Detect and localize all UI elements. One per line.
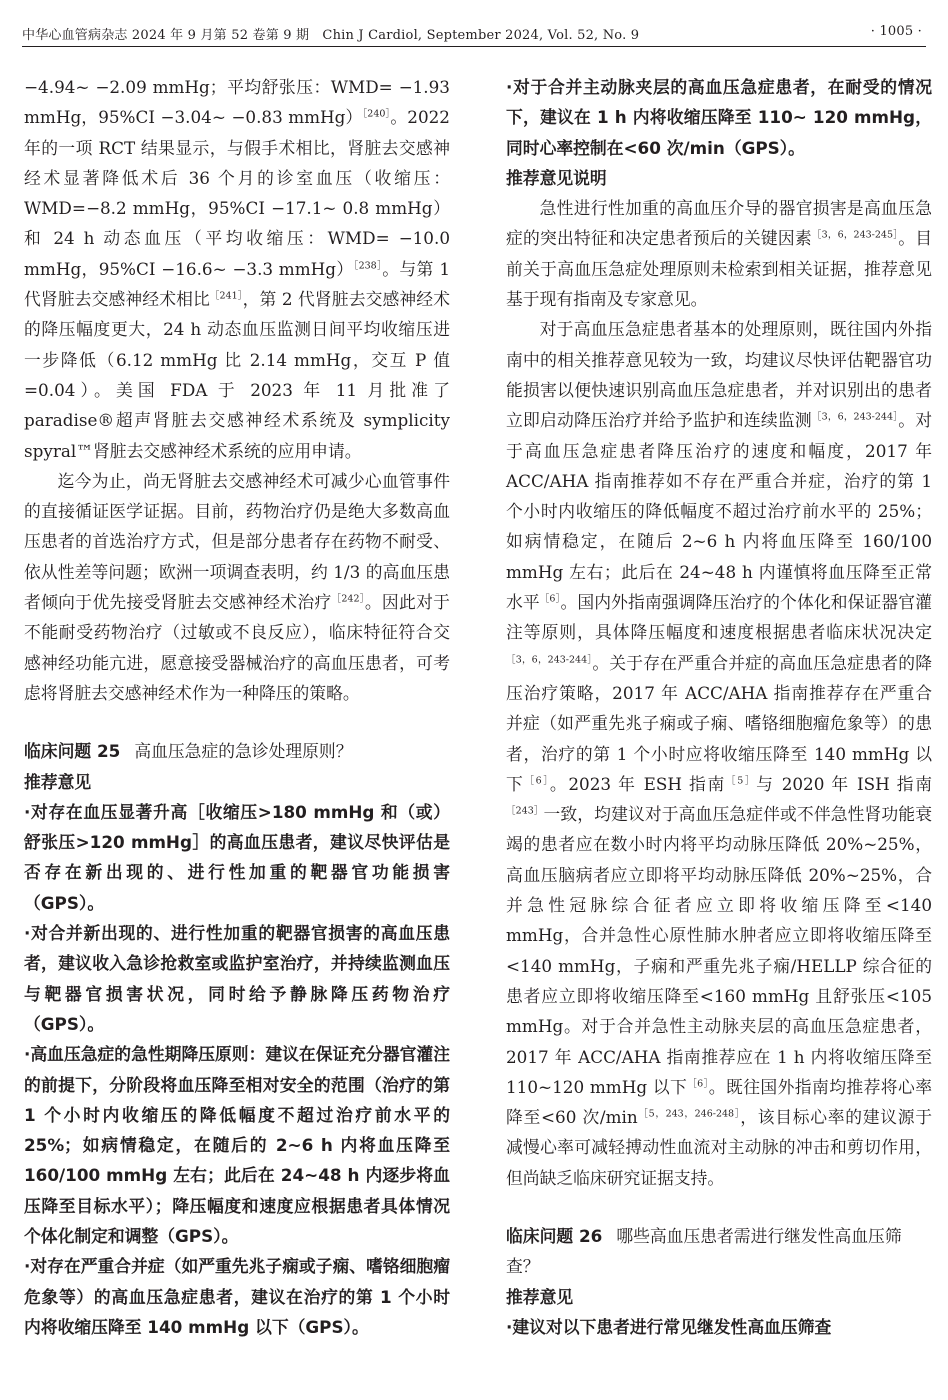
citation: ［243］ [506, 805, 544, 817]
recommendation-item: ·对合并新出现的、进行性加重的靶器官损害的高血压患者，建议收入急诊抢救室或监护室治疗，并持续监测血压与靶器官损害状况，同时给予静脉降压药物治疗（GPS）。 [24, 923, 450, 1034]
citation: ［238］ [353, 260, 383, 272]
question-title: 哪些高血压患者需进行继发性高血压筛查？ [506, 1225, 902, 1277]
recommendation-heading: 推荐意见 [24, 771, 92, 792]
body-paragraph: 对于高血压急症患者基本的处理原则，既往国内外指南中的相关推荐意见较为一致，均建议尽快评估靶器官功能损害以便快速识别高血压急症患者，并对识别出的患者立即启动降压治疗并给予监护和连续监测$^{[3,6,243-244]}$。对于高血压急症患者降压治疗的速度和幅度，2017 年 ACC/AHA 指南推荐如不存在严重合并症，治疗的第 1 个小时内收缩压的降低幅度不超过治疗前水平的 25%；如病情稳定，在随后 2~6 h 内将血压降至 160/100 mmHg 左右；此后在 24~48 h 内谨慎将血压降至正常水平$^{[6]}$。国内外指南强调降压治疗的个体化和保证器官灌注等原则，具体降压幅度和速度根据患者临床状况决定$^{[3,6,243-244]}$。关于存在严重合并症的高血压急症患者的降压治疗策略，2017 年 ACC/AHA 指南推荐存在严重合并症（如严重先兆子痫或子痫、嗜铬细胞瘤危象等）的患者，治疗的第 1 个小时应将收缩压降至 140 mmHg 以下$^{[6]}$。2023 年 ESH 指南$^{[5]}$与 2020 年 ISH 指南$^{[243]}$一致，均建议对于高血压急症伴或不伴急性肾功能衰竭的患者应在数小时内将平均动脉压降低 20%~25%，高血压脑病者应立即将平均动脉压降低 20%~25%，合并急性冠脉综合征者应立即将收缩压降至<140 mmHg，合并急性心原性肺水肿者应立即将收缩压降至<140 mmHg，子痫和严重先兆子痫/HELLP 综合征的患者应立即将收缩压降至<160 mmHg 且舒张压<105 mmHg。对于合并急性主动脉夹层的高血压急症患者，2017 年 ACC/AHA 指南推荐应在 1 h 内将收缩压降至 110~120 mmHg 以下$^{[6]}$。既往国外指南均推荐将心率降至<60 次/min$^{[5,243,246-248]}$，该目标心率的建议源于减慢心率可减轻搏动性血流对主动脉的冲击和剪切作用，但尚缺乏临床研究证据支持。 [506, 319, 933, 1188]
body-paragraph: 迄今为止，尚无肾脏去交感神经术可减少心血管事件的直接循证医学证据。目前，药物治疗仍是绝大多数高血压患者的首选治疗方式，但是部分患者存在药物不耐受、依从性差等问题；欧洲一项调查表明，约 1/3 的高血压患者倾向于优先接受肾脏去交感神经术治疗$^{[242]}$。因此对于不能耐受药物治疗（过敏或不良反应），临床特征符合交感神经功能亢进，愿意接受器械治疗的高血压患者，可考虑将肾脏去交感神经术作为一种降压的策略。 [24, 470, 450, 703]
header-divider [22, 46, 926, 47]
citation: ［5，243，246-248］ [637, 1108, 741, 1120]
citation: ［3，6，243-244］ [811, 411, 899, 423]
citation: ［3，6，243-244］ [506, 654, 593, 666]
body-paragraph: 急性进行性加重的高血压介导的器官损害是高血压急症的突出特征和决定患者预后的关键因素$^{[3,6,243-245]}$。目前关于高血压急症处理原则未检索到相关证据，推荐意见基于现有指南及专家意见。 [506, 198, 932, 310]
citation: ［240］ [362, 108, 391, 120]
citation: ［241］ [209, 290, 243, 302]
clinical-question-heading [24, 736, 450, 766]
question-title: 高血压急症的急诊处理原则？ [134, 741, 353, 762]
body-paragraph: −4.94~ −2.09 mmHg；平均舒张压：WMD= −1.93 mmHg，95%CI −3.04~ −0.83 mmHg）$^{[240]}$。2022 年的一项 RCT 结果显示，与假手术相比，肾脏去交感神经术显著降低术后 36 个月的诊室血压（收缩压：WMD=−8.2 mmHg，95%CI −17.1~ 0.8 mmHg）和 24 h 动态血压（平均收缩压：WMD= −10.0 mmHg，95%CI −16.6~ −3.3 mmHg）$^{[238]}$。与第 1 代肾脏去交感神经术相比$^{[241]}$，第 2 代肾脏去交感神经术的降压幅度更大，24 h 动态血压监测日间平均收缩压进一步降低（6.12 mmHg 比 2.14 mmHg，交互 P 值=0.04）。美国 FDA 于 2023 年 11 月批准了 paradise®超声肾脏去交感神经术系统及 symplicity spyral™肾脏去交感神经术系统的应用申请。 [24, 77, 450, 461]
citation: ［5］ [726, 775, 757, 787]
citation: ［3，6，243-245］ [811, 229, 899, 241]
question-number: 临床问题 26 [506, 1225, 603, 1246]
citation: ［6］ [539, 593, 561, 605]
citation: ［6］ [687, 1078, 709, 1090]
citation: ［6］ [524, 775, 550, 787]
citation: ［242］ [331, 593, 365, 605]
recommendation-heading: 推荐意见 [506, 1286, 574, 1307]
question-number: 临床问题 25 [24, 741, 121, 762]
journal-citation-header: 中华心血管病杂志 2024 年 9 月第 52 卷第 9 期 Chin J Cardiol, September 2024, Vol. 52, No. 9 [22, 28, 640, 43]
recommendation-item: ·对存在严重合并症（如严重先兆子痫或子痫、嗜铬细胞瘤危象等）的高血压急症患者，建议在治疗的第 1 个小时内将收缩压降至 140 mmHg 以下（GPS）。 [24, 1256, 450, 1337]
clinical-question-heading [506, 1221, 932, 1282]
right-column [506, 72, 932, 1342]
running-header [22, 22, 926, 44]
recommendation-explanation-heading: 推荐意见说明 [506, 167, 607, 188]
recommendation-item: ·对于合并主动脉夹层的高血压急症患者，在耐受的情况下，建议在 1 h 内将收缩压降至 110~ 120 mmHg，同时心率控制在<60 次/min（GPS）。 [506, 77, 932, 158]
recommendation-item: ·建议对以下患者进行常见继发性高血压筛查 [506, 1316, 832, 1337]
recommendation-item: ·对存在血压显著升高［收缩压>180 mmHg 和（或）舒张压>120 mmHg］的高血压患者，建议尽快评估是否存在新出现的、进行性加重的靶器官功能损害（GPS）。 [24, 801, 450, 913]
page-number: · 1005 · [870, 24, 922, 39]
left-column [24, 72, 450, 1342]
recommendation-item: ·高血压急症的急性期降压原则：建议在保证充分器官灌注的前提下，分阶段将血压降至相对安全的范围（治疗的第 1 个小时内收缩压的降低幅度不超过治疗前水平的 25%；如病情稳定，在随后的 2~6 h 内将血压降至 160/100 mmHg 左右；此后在 24~48 h 内逐步将血压降至目标水平）；降压幅度和速度应根据患者具体情况个体化制定和调整（GPS）。 [24, 1044, 450, 1246]
